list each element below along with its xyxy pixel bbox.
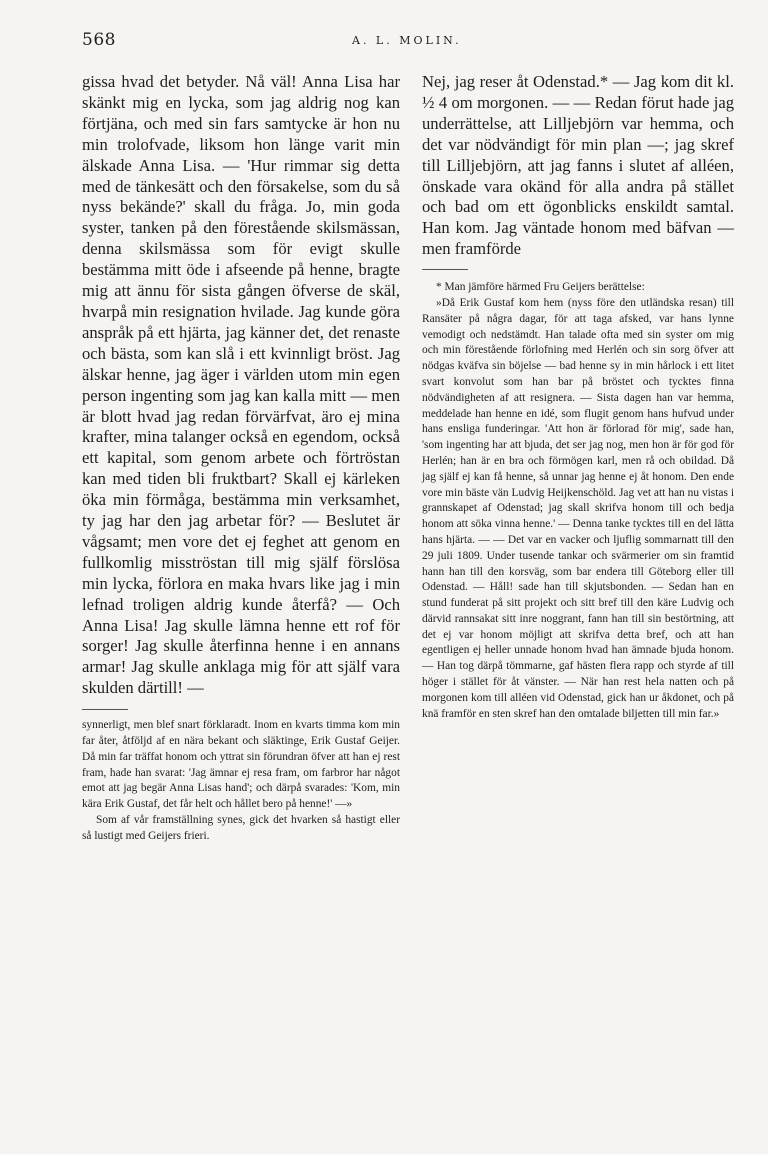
right-column bbox=[422, 72, 734, 722]
footnote-divider bbox=[82, 709, 128, 710]
left-column bbox=[82, 72, 400, 845]
footnote-divider bbox=[422, 269, 468, 270]
page-number: 568 bbox=[82, 30, 116, 50]
footnote-continuation: synnerligt, men blef snart förklaradt. Inom en kvarts timma kom min far åter, åtföljd af en nära bekant och släktinge, Erik Gustaf Geijer. Då min far träffat honom och yttrat sin förundran öfver att han ej rest fram, hade han svarat: 'Jag ämnar ej resa fram, om farbror har något emot att jag begär Anna Lisas hand'; och därpå svarades: 'Kom, min kära Erik Gustaf, det får helt och hållet bero på henne!' —» bbox=[82, 719, 400, 811]
footnote-quote: »Då Erik Gustaf kom hem (nyss före den utländska resan) till Ransäter på några dagar, för att taga afsked, var hans lynne vemodigt och nedstämdt. Han talade ofta med sin syster om mig och min förestående förlofning med Herlén och sin sorg öfver att nödgas kväfva sin böjelse — bad henne sy in min hårlock i ett litet svart konvolut som han bar på bröstet och tycktes finna nödvändigheten af att resignera. — Sista dagen han var hemma, meddelade han henne en idé, som flugit genom hans hufvud under hans ensliga funderingar. 'Att hon är förlorad för mig', sade han, 'som ingenting har att bjuda, det ser jag nog, men hon är för god för Herlén; han är en bra och förmögen karl, men rå och obildad. Då jag själf ej kan få henne, så unnar jag henne ej åt honom. Den ende vore min bäste vän Ludvig Heijkenschöld. Jag vet att han nu vistas i grannskapet af Odenstad; jag skall skrifva honom till och bedja honom att söka vinna henne.' — Denna tanke tycktes till en del lätta hans hjärta. — — Det var en vacker och ljuflig sommarnatt till den 29 juli 1809. Under tusende tankar och svärmerier om sin framtid hann han till den korsväg, som bar endera till Göteborg eller till Odenstad. — Håll! sade han till skjutsbonden. — Sedan han en stund funderat på sitt projekt och sitt bref till den käre Ludvig och därvid rannsakat sitt inre noggrant, fann han till sin bestörtning, att det ej var honom möjligt att skrifva detta bref, och att han egentligen ej heller unnade honom hvad han ämnade bjuda honom. — Han tog därpå tömmarne, gaf hästen flera rapp och styrde af till höger i stället för åt vänster. — När han rest hela natten och på morgonen kom till alléen vid Odenstad, gick han ur åkdonet, och på knä framför en sten skref han den omtalade biljetten till min far.» bbox=[422, 296, 734, 720]
footnote-intro: * Man jämföre härmed Fru Geijers berättelse: bbox=[436, 281, 645, 294]
footnote-closing-paragraph: Som af vår framställning synes, gick det hvarken så hastigt eller så lustigt med Geijers frieri. bbox=[82, 813, 400, 842]
left-footnote bbox=[82, 718, 400, 844]
running-head: A. L. MOLIN. bbox=[352, 34, 462, 47]
right-main-text: Nej, jag reser åt Odenstad.* — Jag kom dit kl. ½ 4 om morgonen. — — Redan förut hade jag underrättelse, att Lilljebjörn var hemma, och det var nödvändigt för min plan —; jag skref till Lilljebjörn, att jag fanns i slutet af alléen, önskade vara okänd för alla andra på stället och bad om ett ögonblicks enskildt samtal. Han kom. Jag väntade honom med bäfvan — men framförde bbox=[422, 72, 734, 259]
left-main-text: gissa hvad det betyder. Nå väl! Anna Lisa har skänkt mig en lycka, som jag aldrig nog kan förtjäna, och med sin fars samtycke är hon nu min trolofvade, liksom hon länge varit min älskade Anna Lisa. — 'Hur rimmar sig detta med de tänkesätt och den försakelse, som du så nyss bekände?' skall du fråga. Jo, min goda syster, tanken på den förestående skilsmässan, denna skilsmässa som för evigt skulle bestämma mitt öde i afseende på henne, bragte mig att ännu för sista gången öfverse de skäl, hvarpå min resignation hvilade. Jag kunde göra anspråk på ett hjärta, jag känner det, det renaste och bästa, som kan slå i ett kvinnligt bröst. Jag älskar henne, jag äger i världen utom min egen person ingenting som jag kan kalla mitt — men är blott hvad jag redan förvärfvat, äro ej mina krafter, mina talanger också en egendom, också ett kapital, som genom arbete och förtröstan kan med tiden bli fruktbart? Skall ej kärleken öka min förmåga, bestämma min verksamhet, ty jag har den jag arbetar för? — Beslutet är vågsamt; men vore det ej feghet att genom en fullkomlig misströstan till mig själf förslösa min lycka, förlora en maka hvars like jag i min lefnad troligen aldrig kunde återfå? — Och Anna Lisa! Jag skulle lämna henne ett rof för sorger! Jag skulle återfinna henne i en annans armar! Jag skulle anklaga mig för att själf vara skulden därtill! — bbox=[82, 72, 400, 698]
page-header bbox=[82, 30, 707, 54]
right-footnote bbox=[422, 280, 734, 722]
